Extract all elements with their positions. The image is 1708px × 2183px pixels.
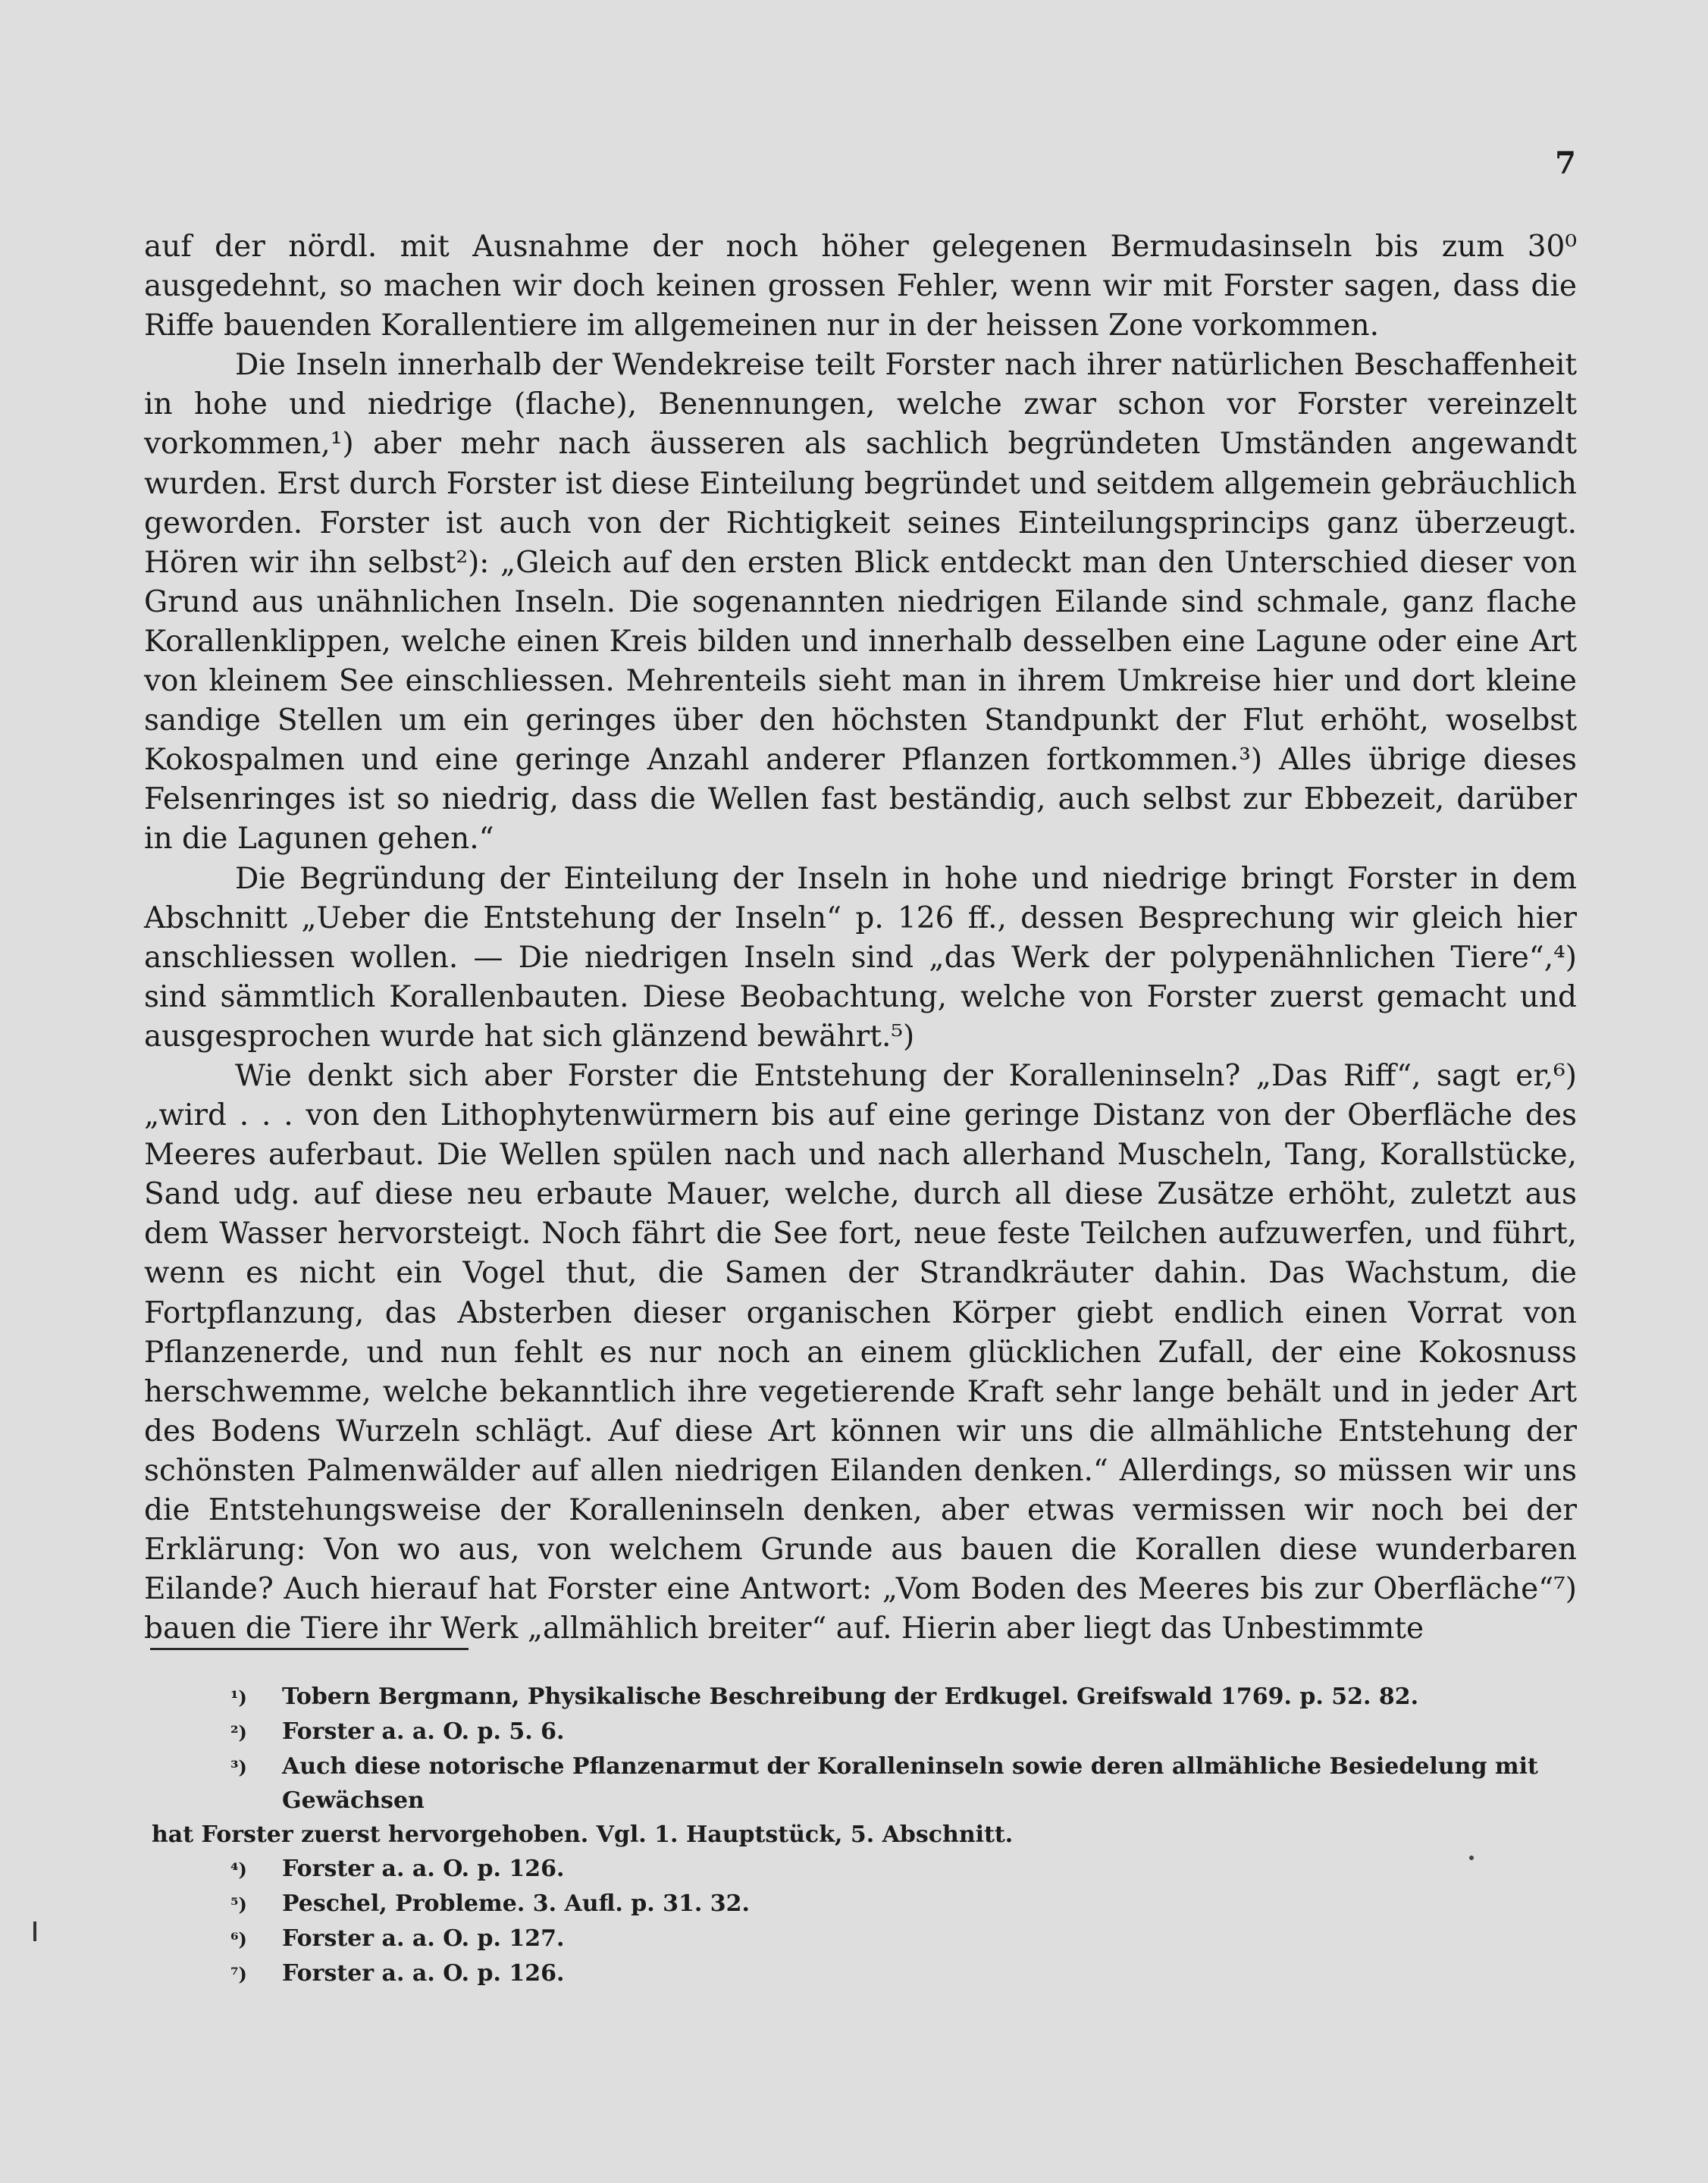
footnote-text: Forster a. a. O. p. 126. bbox=[282, 1856, 565, 1882]
footnote-text: Forster a. a. O. p. 5. 6. bbox=[282, 1718, 565, 1745]
footnote bbox=[152, 1956, 1584, 1991]
body-text bbox=[144, 227, 1577, 1649]
footnote-number: ⁶) bbox=[230, 1928, 247, 1950]
footnote-text: Auch diese notorische Pflanzenarmut der Koralleninseln sowie deren allmähliche Besiedelung mit Gewächsen bbox=[282, 1753, 1538, 1814]
paragraph: Die Begründung der Einteilung der Inseln in hohe und niedrige bringt Forster in dem Abschnitt „Ueber die Entstehung der Inseln“ p. 126 ff., dessen Besprechung wir gleich hier anschliessen wollen. — Die niedrigen Inseln sind „das Werk der polypenähnlichen Tiere“,⁴) sind sämmtlich Korallenbauten. Diese Beobachtung, welche von Forster zuerst gemacht und ausgesprochen wurde hat sich glänzend bewährt.⁵) bbox=[144, 861, 1577, 1054]
footnote-number: ⁷) bbox=[230, 1963, 247, 1985]
footnote-divider bbox=[150, 1648, 469, 1650]
footnote bbox=[152, 1749, 1584, 1818]
footnote-number: ²) bbox=[230, 1721, 247, 1743]
footnote-number: ¹) bbox=[230, 1687, 247, 1709]
footnote-continuation: hat Forster zuerst hervorgehoben. Vgl. 1. Hauptstück, 5. Abschnitt. bbox=[152, 1821, 1014, 1848]
scan-edge-mark bbox=[33, 1921, 36, 1941]
footnote-text: Tobern Bergmann, Physikalische Beschreibung der Erdkugel. Greifswald 1769. p. 52. 82. bbox=[282, 1683, 1419, 1710]
footnote-number: ⁵) bbox=[230, 1893, 247, 1915]
footnote-number: ⁴) bbox=[230, 1859, 247, 1881]
paragraph: auf der nördl. mit Ausnahme der noch höher gelegenen Bermudasinseln bis zum 30⁰ ausgedehnt, so machen wir doch keinen grossen Fehler, wenn wir mit Forster sagen, dass die Riffe bauenden Korallentiere im allgemeinen nur in der heissen Zone vorkommen. bbox=[144, 230, 1577, 343]
footnote bbox=[152, 1887, 1584, 1921]
footnote-number: ³) bbox=[230, 1756, 247, 1778]
footnote bbox=[152, 1852, 1584, 1887]
footnote-text: Forster a. a. O. p. 126. bbox=[282, 1960, 565, 1987]
footnote-text: Peschel, Probleme. 3. Aufl. p. 31. 32. bbox=[282, 1890, 750, 1917]
footnotes bbox=[152, 1680, 1584, 1991]
footnote bbox=[152, 1680, 1584, 1715]
page-number: 7 bbox=[1555, 146, 1576, 181]
paragraph: Wie denkt sich aber Forster die Entstehung der Koralleninseln? „Das Riff“, sagt er,⁶) „wird . . . von den Lithophytenwürmern bis auf eine geringe Distanz von der Oberfläche des Meeres auferbaut. Die Wellen spülen nach und nach allerhand Muscheln, Tang, Korallstücke, Sand udg. auf diese neu erbaute Mauer, welche, durch all diese Zusätze erhöht, zuletzt aus dem Wasser hervorsteigt. Noch fährt die See fort, neue feste Teilchen aufzuwerfen, und führt, wenn es nicht ein Vogel thut, die Samen der Strandkräuter dahin. Das Wachstum, die Fortpflanzung, das Absterben dieser organischen Körper giebt endlich einen Vorrat von Pflanzenerde, und nun fehlt es nur noch an einem glücklichen Zufall, der eine Kokosnuss herschwemme, welche bekanntlich ihre vegetierende Kraft sehr lange behält und in jeder Art des Bodens Wurzeln schlägt. Auf diese Art können wir uns die allmähliche Entstehung der schönsten Palmenwälder auf allen niedrigen Eilanden denken.“ Allerdings, so müssen wir uns die Entstehungsweise der Koralleninseln denken, aber etwas vermissen wir noch bei der Erklärung: Von wo aus, von welchem Grunde aus bauen die Korallen diese wunderbaren Eilande? Auch hierauf hat Forster eine Antwort: „Vom Boden des Meeres bis zur Oberfläche“⁷) bauen die Tiere ihr Werk „allmählich breiter“ auf. Hierin aber liegt das Unbestimmte bbox=[144, 1058, 1577, 1646]
footnote bbox=[152, 1921, 1584, 1956]
paragraph: Die Inseln innerhalb der Wendekreise teilt Forster nach ihrer natürlichen Beschaffenheit in hohe und niedrige (flache), Benennungen, welche zwar schon vor Forster vereinzelt vorkommen,¹) aber mehr nach äusseren als sachlich begründeten Umständen angewandt wurden. Erst durch Forster ist diese Einteilung begründet und seitdem allgemein gebräuchlich geworden. Forster ist auch von der Richtigkeit seines Einteilungsprincips ganz überzeugt. Hören wir ihn selbst²): „Gleich auf den ersten Blick entdeckt man den Unterschied dieser von Grund aus unähnlichen Inseln. Die sogenannten niedrigen Eilande sind schmale, ganz flache Korallenklippen, welche einen Kreis bilden und innerhalb desselben eine Lagune oder eine Art von kleinem See einschliessen. Mehrenteils sieht man in ihrem Umkreise hier und dort kleine sandige Stellen um ein geringes über den höchsten Standpunkt der Flut erhöht, woselbst Kokospalmen und eine geringe Anzahl anderer Pflanzen fortkommen.³) Alles übrige dieses Felsenringes ist so niedrig, dass die Wellen fast beständig, auch selbst zur Ebbezeit, darüber in die Lagunen gehen.“ bbox=[144, 348, 1577, 857]
scan-speck bbox=[1469, 1856, 1474, 1860]
footnote bbox=[152, 1715, 1584, 1749]
footnote-text: Forster a. a. O. p. 127. bbox=[282, 1925, 565, 1952]
